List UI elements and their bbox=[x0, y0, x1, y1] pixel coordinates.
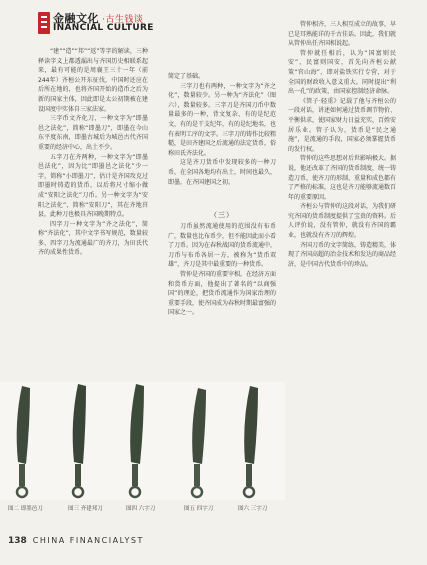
knife-coin-icon bbox=[232, 382, 272, 500]
paragraph: 齐桓公与管仲的这段对话，为我们研究齐国的货币制度提供了宝贵的资料。后人评价说，没有管仲，就没有齐国的霸业，也就没有齐刀的辉煌。 bbox=[288, 203, 396, 240]
page-footer bbox=[8, 536, 144, 546]
paragraph: “建”“造”“邦”“返”等字的解读，三种释读字义上都透漏出与齐国历史相联系起来，最有可能的是周襄王三十一年（前244年）齐桓公开东征伐，中国时还应在后所在地的，也将齐国开始的造币之后为新的国家主体，因此即是太公初期被在建设国度中实体自三家法家。 bbox=[38, 48, 148, 113]
section-subtitle-cn: ·古生钱谈 bbox=[102, 15, 144, 25]
knife-coin-icon bbox=[8, 382, 48, 500]
figure-caption: 图二 即墨邑刀 bbox=[8, 506, 43, 512]
magazine-name: CHINA FINANCIALYST bbox=[32, 536, 144, 545]
paragraph: 简定了基础。 bbox=[168, 73, 205, 80]
paragraph: 四字刀一种文字为“齐之法化”，简称“齐法化”，其中文字书写规范，数量较多，四字刀为流通最广的齐刀，为田氏代齐的成果性货币。 bbox=[38, 220, 148, 257]
masthead bbox=[38, 10, 198, 44]
article-column-1 bbox=[38, 47, 148, 397]
paragraph: 刀币虽然流通使用的范围没有布币广，数量也比布币少，但不能因此而小看了刀币。因为在春秋战国的货币流通中，刀币与布币各居一方，被称为“货币双雄”，齐刀是其中最重要的一种货币。 bbox=[168, 223, 276, 269]
magazine-logo-icon bbox=[38, 12, 50, 34]
figure-caption: 图六 三字刀 bbox=[238, 506, 268, 512]
paragraph: 三字币文齐化刀，一种文字为“即墨邑之法化”，简称“即墨刀”，即墨在今山东平度东南，即墨古城后为城邑古代齐国重要的经济中心，出土不少。 bbox=[38, 115, 148, 151]
paragraph: 管仲相齐，三人相互成立的故事，早已是耳熟能详的千古佳话。因此，我们就从管仲出任齐国相说起。 bbox=[288, 21, 396, 48]
figure-captions bbox=[8, 504, 283, 514]
article-column-2-continued bbox=[168, 222, 276, 382]
paragraph: 三字刀也有两种，一种文字为“齐之化”，数量较少。另一种为“齐法化”（图六），数量较多。三字刀是齐国刀币中数量最多的一种，背文复杂，有的是纪范文，有的是干支纪年，有的是纪地名，也有表明工序的文字。三字刀的铸作比较粗糙，是田齐建国之后流通的法定货币，俗称田氏齐法化。 bbox=[168, 82, 276, 157]
figure-caption: 图五 四字刀 bbox=[184, 506, 214, 512]
page-number: 138 bbox=[8, 536, 27, 546]
figure-caption: 图三 齐建邦刀 bbox=[68, 506, 103, 512]
knife-coin-icon bbox=[178, 382, 218, 500]
paragraph: 管仲就任相后，认为“国富则民安”，民富则国安，首先向齐桓公献策“官山海”，即对盐铁实行专营，对于全国的财政收入意义重大。同时提出“利出一孔”的政策，由国家控制经济命脉。 bbox=[288, 49, 396, 96]
paragraph: 这是齐刀货币中发现较多的一种刀币，在全国各地均有出土，时间也最久，即墨，在齐国建国之初。 bbox=[168, 159, 276, 186]
knife-coin-icon bbox=[118, 382, 158, 500]
figure-caption: 图四 六字刀 bbox=[126, 506, 156, 512]
knife-coin-photo-strip bbox=[0, 382, 285, 500]
section-title-cn: 金融文化 bbox=[53, 12, 99, 25]
section-marker: （三） bbox=[210, 211, 234, 219]
paragraph: 管仲是齐国的重要宰相，在经济方面和货币方面，他提出了著名的“以商强国”的理论，把货币流通作为国家治理的重要手段，使齐国成为春秋时期最富强的国家之一。 bbox=[168, 270, 276, 317]
paragraph: 齐国刀币的文字简练，铸造精美，体现了齐国高超的冶金技术和发达的商品经济，是中国古代货币中的珍品。 bbox=[288, 241, 396, 268]
knife-coin-icon bbox=[62, 382, 102, 500]
paragraph: 管仲的这些思想对后世影响极大。据说，他还改革了齐国的货币制度，统一铸造刀币，使齐刀的形制、重量和成色都有了严格的标准，这也是齐刀能够流通数百年的重要原因。 bbox=[288, 155, 396, 201]
paragraph: 《管子·轻重》记载了他与齐桓公的一段对话，讲述如何通过货币调节物价、平衡供求，使国家财力日益充实，百姓安居乐业。管子认为，货币是“民之通施”，是流通的手段，国家必须掌握货币的发行权。 bbox=[288, 97, 396, 153]
paragraph: 五字刀在齐两种，一种文字为“即墨邑法化”，因为比“即墨邑之法化”少一字，简称“小即墨刀”，估计是齐国攻克过即墨时铸造的货币，以后将尺寸缩小做成“安阳之法化”刀币。另一种文字为“安阳之法化”，简称“安阳刀”，其在齐地莒县，此种刀也极具齐国晚期特点。 bbox=[38, 153, 148, 219]
section-title-en: INANCIAL CULTURE bbox=[53, 23, 154, 33]
article-column-3 bbox=[288, 20, 396, 540]
